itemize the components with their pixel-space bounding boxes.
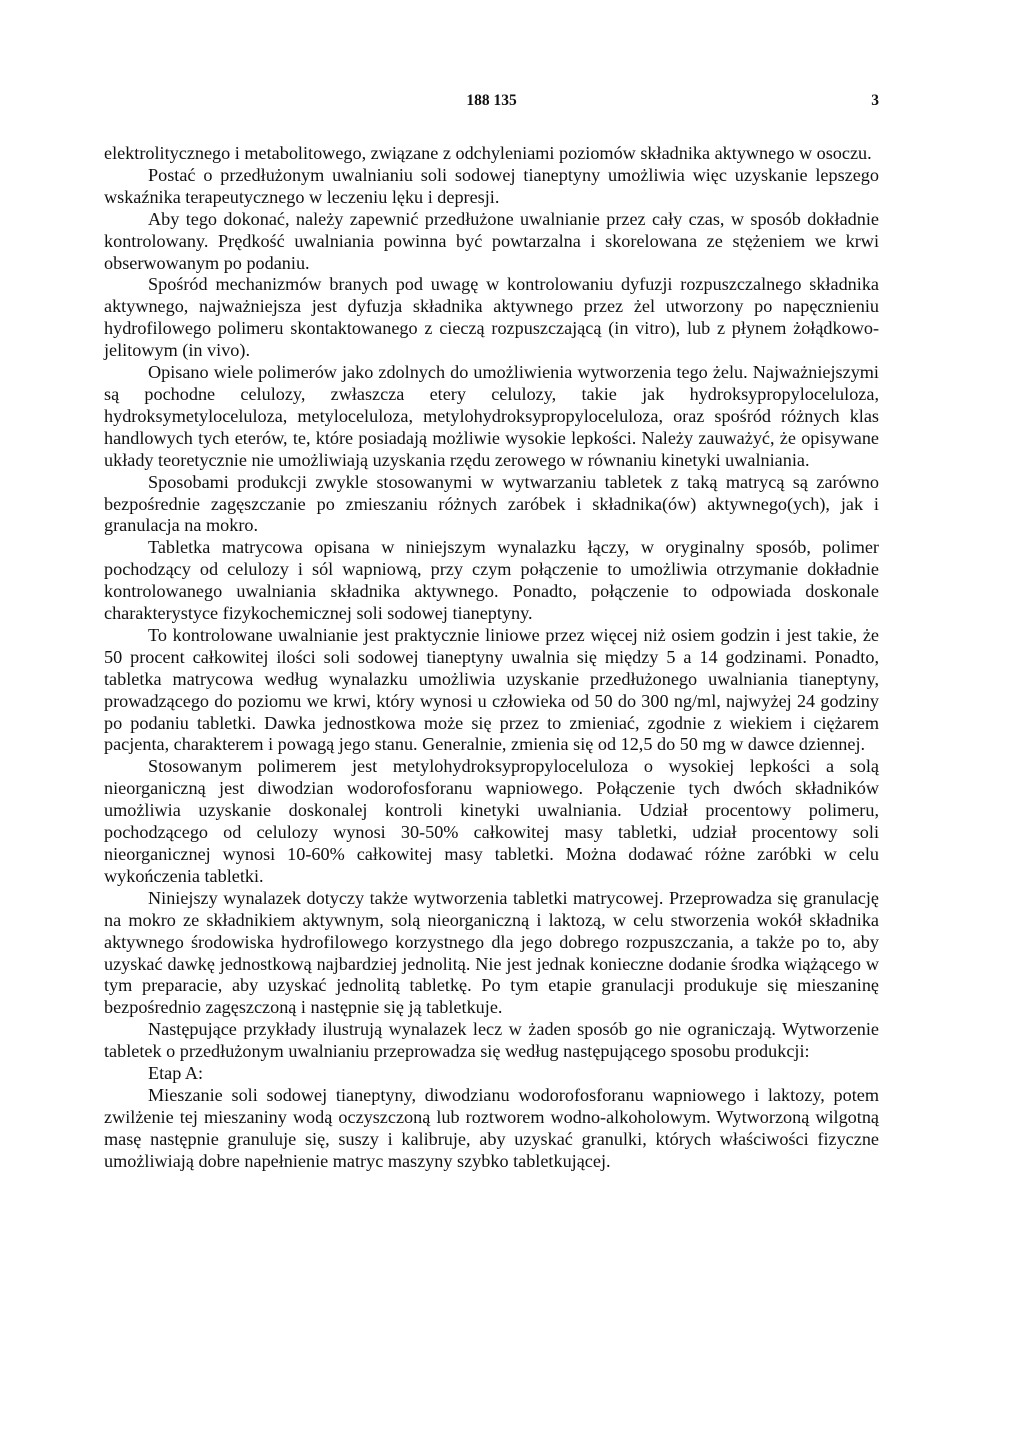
paragraph: Tabletka matrycowa opisana w niniejszym wynalazku łączy, w oryginalny sposób, polimer pochodzący od celulozy i sól wapniową, przy czym połączenie to umożliwia otrzymanie dokładnie kontrolowanego uwalniania składnika aktywnego. Ponadto, połączenie to odpowiada doskonale charakterystyce fizykochemicznej soli sodowej tianeptyny. [104, 537, 879, 624]
paragraph: Opisano wiele polimerów jako zdolnych do umożliwienia wytworzenia tego żelu. Najważniejszymi są pochodne celulozy, zwłaszcza etery celulozy, takie jak hydroksypropyloceluloza, hydroksymetyloceluloza, metyloceluloza, metylohydroksypropyloceluloza, oraz spośród różnych klas handlowych tych eterów, te, które posiadają możliwie wysokie lepkości. Należy zauważyć, że opisywane układy teoretycznie nie umożliwiają uzyskania rzędu zerowego w równaniu kinetyki uwalniania. [104, 362, 879, 470]
document-body [104, 143, 879, 1173]
paragraph: To kontrolowane uwalnianie jest praktycznie liniowe przez więcej niż osiem godzin i jest takie, że 50 procent całkowitej ilości soli sodowej tianeptyny uwalnia się między 5 a 14 godzinami. Ponadto, tabletka matrycowa według wynalazku umożliwia uzyskanie przedłużonego uwalniania tianeptyny, prowadzącego do poziomu we krwi, który wynosi u człowieka od 50 do 300 ng/ml, najwyżej 24 godziny po podaniu tabletki. Dawka jednostkowa może się przez to zmieniać, zgodnie z wiekiem i ciężarem pacjenta, charakterem i powagą jego stanu. Generalnie, zmienia się od 12,5 do 50 mg w dawce dziennej. [104, 624, 879, 755]
page-header [104, 92, 879, 116]
paragraph: Aby tego dokonać, należy zapewnić przedłużone uwalnianie przez cały czas, w sposób dokładnie kontrolowany. Prędkość uwalniania powinna być powtarzalna i skorelowana ze stężeniem we krwi obserwowanym po podaniu. [104, 208, 879, 273]
step-label: Etap A: [148, 1063, 204, 1084]
paragraph: Mieszanie soli sodowej tianeptyny, diwodzianu wodorofosforanu wapniowego i laktozy, potem zwilżenie tej mieszaniny wodą oczyszczoną lub roztworem wodno-alkoholowym. Wytworzoną wilgotną masę następnie granuluje się, suszy i kalibruje, aby uzyskać granulki, których właściwości fizyczne umożliwiają dobre napełnienie matryc maszyny szybko tabletkującej. [104, 1084, 879, 1171]
paragraph: Spośród mechanizmów branych pod uwagę w kontrolowaniu dyfuzji rozpuszczalnego składnika aktywnego, najważniejsza jest dyfuzja składnika aktywnego przez żel utworzony po napęcznieniu hydrofilowego polimeru skontaktowanego z cieczą rozpuszczającą (in vitro), lub z płynem żołądkowo-jelitowym (in vivo). [104, 274, 879, 361]
document-number: 188 135 [466, 92, 517, 109]
paragraph: Następujące przykłady ilustrują wynalazek lecz w żaden sposób go nie ograniczają. Wytworzenie tabletek o przedłużonym uwalnianiu przeprowadza się według następującego sposobu produkcji: [104, 1019, 879, 1062]
paragraph: Niniejszy wynalazek dotyczy także wytworzenia tabletki matrycowej. Przeprowadza się granulację na mokro ze składnikiem aktywnym, solą nieorganiczną i laktozą, w celu stworzenia wokół składnika aktywnego środowiska hydrofilowego korzystnego dla jego dobrego rozpuszczania, a także po to, aby uzyskać dawkę jednostkową najbardziej jednolitą. Nie jest jednak konieczne dodanie środka wiążącego w tym preparacie, aby uzyskać jednolitą tabletkę. Po tym etapie granulacji produkuje się mieszaninę bezpośrednio zagęszczoną i następnie się ją tabletkuje. [104, 887, 879, 1018]
paragraph: Postać o przedłużonym uwalnianiu soli sodowej tianeptyny umożliwia więc uzyskanie lepszego wskaźnika terapeutycznego w leczeniu lęku i depresji. [104, 164, 879, 207]
paragraph: Sposobami produkcji zwykle stosowanymi w wytwarzaniu tabletek z taką matrycą są zarówno bezpośrednie zagęszczanie po zmieszaniu różnych zaróbek i składnika(ów) aktywnego(ych), jak i granulacja na mokro. [104, 471, 879, 536]
paragraph: Stosowanym polimerem jest metylohydroksypropyloceluloza o wysokiej lepkości a solą nieorganiczną jest diwodzian wodorofosforanu wapniowego. Połączenie tych dwóch składników umożliwia uzyskanie doskonalej kontroli kinetyki uwalniania. Udział procentowy polimeru, pochodzącego od celulozy wynosi 30-50% całkowitej masy tabletki, udział procentowy soli nieorganicznej wynosi 10-60% całkowitej masy tabletki. Można dodawać różne zaróbki w celu wykończenia tabletki. [104, 756, 879, 886]
paragraph-continuation: elektrolitycznego i metabolitowego, związane z odchyleniami poziomów składnika aktywnego w osoczu. [104, 143, 872, 163]
page-number: 3 [871, 92, 879, 109]
